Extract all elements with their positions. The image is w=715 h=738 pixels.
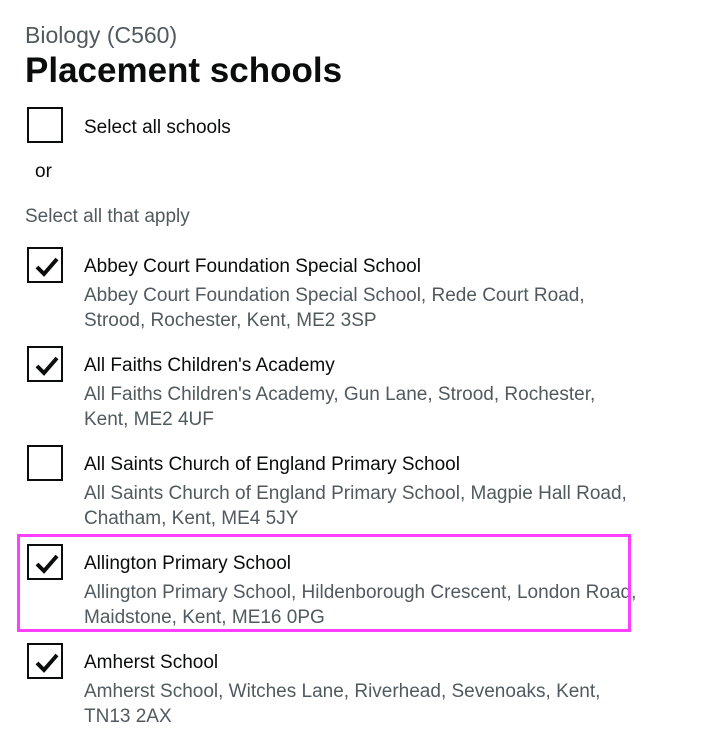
page-caption: Biology (C560) <box>25 22 178 48</box>
fieldset-hint: Select all that apply <box>25 206 190 227</box>
school-label[interactable]: Abbey Court Foundation Special School <box>84 256 421 277</box>
check-icon <box>35 651 59 675</box>
or-divider: or <box>35 161 52 182</box>
school-label[interactable]: All Faiths Children's Academy <box>84 355 335 376</box>
school-label[interactable]: Allington Primary School <box>84 553 291 574</box>
check-icon <box>35 552 59 576</box>
page-title: Placement schools <box>25 51 343 90</box>
school-address: Allington Primary School, Hildenborough Crescent, London Road, Maidstone, Kent, ME16 0PG <box>84 582 637 628</box>
school-address: Amherst School, Witches Lane, Riverhead, Sevenoaks, Kent, TN13 2AX <box>84 681 601 727</box>
school-address: All Faiths Children's Academy, Gun Lane, Strood, Rochester, Kent, ME2 4UF <box>84 384 596 430</box>
check-icon <box>35 255 59 279</box>
school-address: Abbey Court Foundation Special School, Rede Court Road, Strood, Rochester, Kent, ME2 3SP <box>84 285 585 331</box>
school-label[interactable]: Amherst School <box>84 652 219 673</box>
school-checkbox[interactable] <box>27 346 63 382</box>
check-icon <box>35 354 59 378</box>
select-all-checkbox[interactable] <box>27 107 63 143</box>
select-all-label[interactable]: Select all schools <box>84 117 231 138</box>
school-checkbox[interactable] <box>27 445 63 481</box>
school-checkbox[interactable] <box>27 643 63 679</box>
school-address: All Saints Church of England Primary School, Magpie Hall Road, Chatham, Kent, ME4 5JY <box>84 483 627 529</box>
school-label[interactable]: All Saints Church of England Primary School <box>84 454 460 475</box>
school-checkbox[interactable] <box>27 247 63 283</box>
school-checkbox[interactable] <box>27 544 63 580</box>
